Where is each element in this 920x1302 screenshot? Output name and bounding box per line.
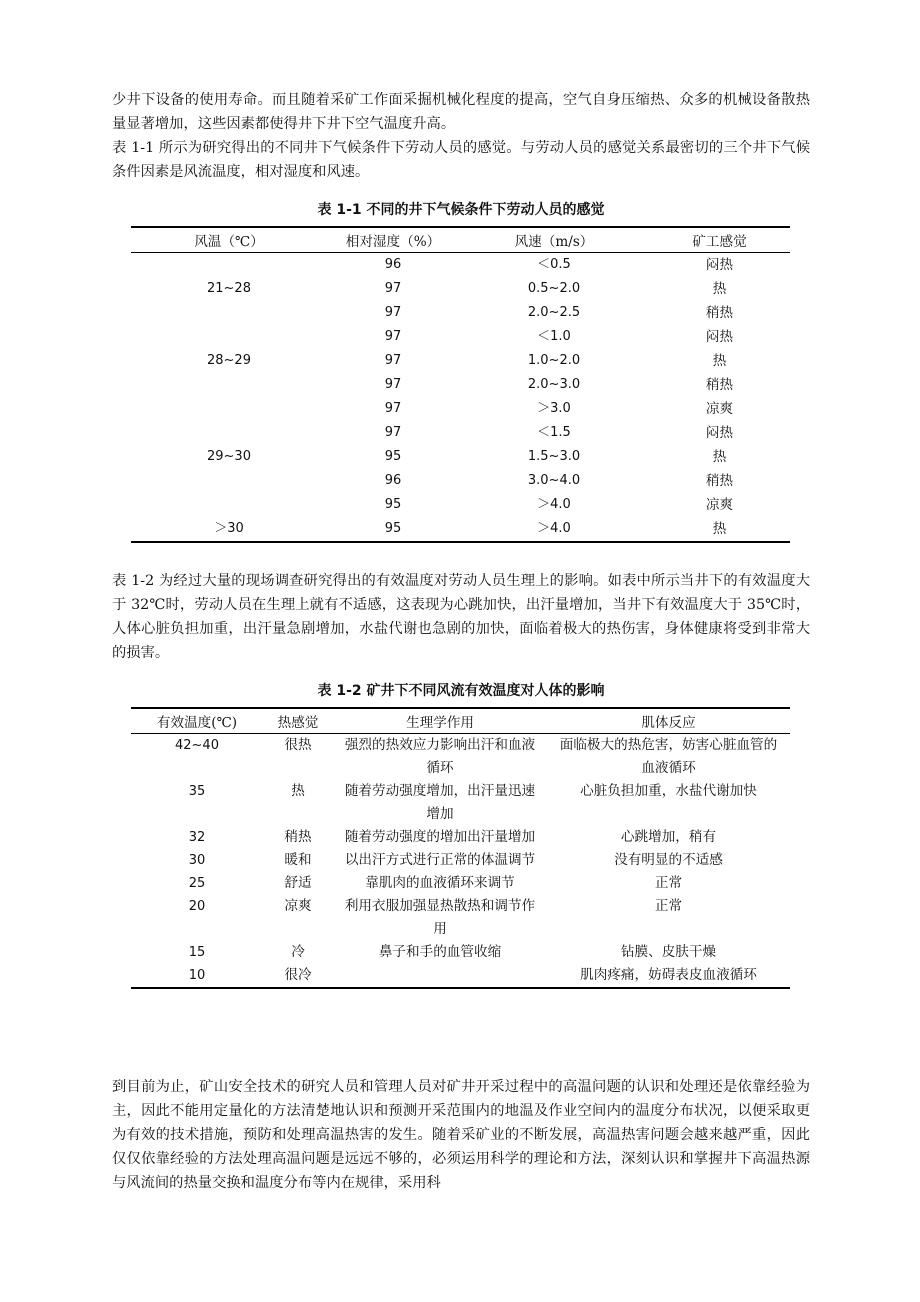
table2-physiology-cell: 靠肌肉的血液循环来调节 — [365, 875, 515, 891]
table1-wind-cell: 2.0~2.5 — [527, 305, 581, 320]
table1-feeling-cell: 闷热 — [705, 329, 734, 345]
table-row — [131, 895, 790, 941]
table-row — [131, 253, 790, 278]
table2-reaction-cell: 没有明显的不适感 — [614, 852, 723, 868]
table-row — [131, 849, 790, 872]
table2-feeling-cell: 舒适 — [284, 875, 312, 891]
table1-humidity-cell: 97 — [384, 377, 402, 392]
table1-feeling-cell: 热 — [712, 281, 727, 297]
table1-humidity-cell: 95 — [327, 517, 459, 542]
table2-reaction-cell: 心跳增加，稍有 — [620, 829, 717, 845]
paragraph-table2-intro: 表 1-2 为经过大量的现场调查研究得出的有效温度对劳动人员生理上的影响。如表中所示当井下的有效温度大于 32℃时，劳动人员在生理上就有不适感，这表现为心跳加快，出汗量增加，当井下有效温度大于 35℃时，人体心脏负担加重，出汗量急剧增加，水盐代谢也急剧的加快，面临着极大的热伤害，身体健康将受到非常大的损害。 — [112, 573, 810, 661]
table1-wind-cell: ＞3.0 — [537, 401, 571, 416]
table2-feeling-cell: 暖和 — [284, 852, 312, 868]
table2-temp-cell: 42~40 — [175, 738, 219, 753]
table2-header-heat-feeling: 热感觉 — [263, 708, 333, 734]
table2-reaction-cell: 正常 — [654, 875, 683, 891]
table2-temp-cell: 32 — [188, 830, 206, 845]
table-row — [131, 517, 790, 542]
table1-header-feeling: 矿工感觉 — [649, 227, 790, 253]
table2-feeling-cell: 热 — [291, 783, 305, 799]
table2-reaction-cell: 正常 — [654, 898, 683, 914]
table1-header-temp: 风温（℃） — [131, 227, 327, 253]
table2-feeling-cell: 很冷 — [263, 964, 333, 988]
table1-temp-cell: 21~28 — [207, 281, 251, 296]
table1-humidity-cell: 96 — [384, 473, 402, 488]
table1-header-humidity: 相对湿度（%） — [327, 227, 459, 253]
table2-physiology-cell: 以出汗方式进行正常的体温调节 — [344, 852, 536, 868]
table2-caption: 表 1-2 矿井下不同风流有效温度对人体的影响 — [317, 683, 605, 699]
table1-humidity-cell: 96 — [384, 257, 402, 272]
table-row — [131, 941, 790, 964]
table1-humidity-cell: 97 — [384, 425, 402, 440]
table2-feeling-cell: 稍热 — [284, 829, 312, 845]
table2-temp-cell: 15 — [188, 945, 206, 960]
table-row — [131, 780, 790, 826]
table1-wind-cell: 0.5~2.0 — [527, 281, 581, 296]
table2-physiology-cell — [333, 964, 547, 988]
table1-feeling-cell: 稍热 — [705, 305, 734, 321]
table1-feeling-cell: 凉爽 — [705, 401, 734, 417]
table1-feeling-cell: 闷热 — [705, 257, 734, 273]
table1-header-row — [131, 227, 790, 253]
table1-wind-cell: ＜0.5 — [537, 257, 571, 272]
table2-physiology-cell: 利用衣服加强显热散热和调节作用 — [344, 898, 536, 937]
table2-temp-cell: 35 — [188, 784, 206, 799]
table1-humidity-cell: 97 — [384, 353, 402, 368]
table1-humidity-cell: 97 — [384, 401, 402, 416]
table2-feeling-cell: 凉爽 — [284, 898, 312, 914]
paragraph-intro: 少井下设备的使用寿命。而且随着采矿工作面采掘机械化程度的提高，空气自身压缩热、众多的机械设备散热量显著增加，这些因素都使得井下井下空气温度升高。 — [112, 92, 810, 132]
paragraph-table1-intro: 表 1-1 所示为研究得出的不同井下气候条件下劳动人员的感觉。与劳动人员的感觉关系最密切的三个井下气候条件因素是风流温度，相对湿度和风速。 — [112, 140, 810, 180]
table1-feeling-cell: 热 — [712, 353, 727, 369]
table2-header-physiology: 生理学作用 — [333, 708, 547, 734]
table1-wind-cell: ＞4.0 — [537, 497, 571, 512]
table1-humidity-cell: 97 — [384, 329, 402, 344]
table2-reaction-cell: 肌肉疼痛，妨碍表皮血液循环 — [547, 964, 790, 988]
table1-wind-cell: 3.0~4.0 — [527, 473, 581, 488]
table1-header-wind-speed: 风速（m/s） — [459, 227, 649, 253]
table1-feeling-cell: 稍热 — [705, 377, 734, 393]
table2-temp-cell: 25 — [188, 876, 206, 891]
table1-wind-cell: 2.0~3.0 — [527, 377, 581, 392]
table2-feeling-cell: 很热 — [284, 737, 312, 753]
table-row — [131, 872, 790, 895]
table1-caption: 表 1-1 不同的井下气候条件下劳动人员的感觉 — [317, 202, 605, 218]
table2-physiology-cell: 随着劳动强度增加，出汗量迅速增加 — [344, 783, 536, 822]
table2-header-row — [131, 708, 790, 734]
table1-feeling-cell: 凉爽 — [705, 497, 734, 513]
table2-physiology-cell: 鼻子和手的血管收缩 — [378, 944, 502, 960]
table2-reaction-cell: 钻膜、皮肤干燥 — [620, 944, 717, 960]
table1-humidity-cell: 95 — [384, 497, 402, 512]
table1-temp-cell: 29~30 — [207, 449, 251, 464]
table2-header-body-reaction: 肌体反应 — [547, 708, 790, 734]
table2-physiology-cell: 随着劳动强度的增加出汗量增加 — [344, 829, 536, 845]
table2-feeling-cell: 冷 — [291, 944, 305, 960]
table1-feeling-cell: 热 — [649, 517, 790, 542]
table1-wind-cell: 1.5~3.0 — [527, 449, 581, 464]
table1-temp-cell: 28~29 — [207, 353, 251, 368]
table2-header-effective-temp: 有效温度(℃) — [131, 708, 263, 734]
table2-reaction-cell: 心脏负担加重，水盐代谢加快 — [580, 783, 757, 799]
table1-feeling-cell: 闷热 — [705, 425, 734, 441]
table1-temp-cell: ＞30 — [131, 517, 327, 542]
paragraph-conclusion: 到目前为止，矿山安全技术的研究人员和管理人员对矿井开采过程中的高温问题的认识和处理还是依靠经验为主，因此不能用定量化的方法清楚地认识和预测开采范围内的地温及作业空间内的温度分布状况，以便采取更为有效的技术措施，预防和处理高温热害的发生。随着采矿业的不断发展，高温热害问题会越来越严重，因此仅仅依靠经验的方法处理高温问题是远远不够的，必须运用科学的理论和方法，深刻认识和掌握井下高温热源与风流间的热量交换和温度分布等内在规律，采用科 — [112, 1079, 810, 1191]
table-row — [131, 734, 790, 781]
table2-physiology-cell: 强烈的热效应力影响出汗和血液循环 — [344, 737, 536, 776]
table2-temp-cell: 30 — [188, 853, 206, 868]
table2-temp-cell: 10 — [131, 964, 263, 988]
table1-wind-cell: ＞4.0 — [459, 517, 649, 542]
table1-wind-cell: ＜1.0 — [537, 329, 571, 344]
table1-humidity-cell: 97 — [384, 305, 402, 320]
table-row — [131, 826, 790, 849]
table2-temp-cell: 20 — [188, 899, 206, 914]
table-row — [131, 325, 790, 349]
table2-reaction-cell: 面临极大的热危害，妨害心脏血管的血液循环 — [559, 737, 778, 776]
table1-wind-cell: ＜1.5 — [537, 425, 571, 440]
table1-humidity-cell: 95 — [384, 449, 402, 464]
table1-wind-cell: 1.0~2.0 — [527, 353, 581, 368]
table2 — [131, 707, 790, 989]
table1-feeling-cell: 热 — [712, 449, 727, 465]
table1 — [131, 226, 790, 543]
table1-humidity-cell: 97 — [384, 281, 402, 296]
table1-feeling-cell: 稍热 — [705, 473, 734, 489]
table-row — [131, 421, 790, 445]
table-row — [131, 964, 790, 988]
